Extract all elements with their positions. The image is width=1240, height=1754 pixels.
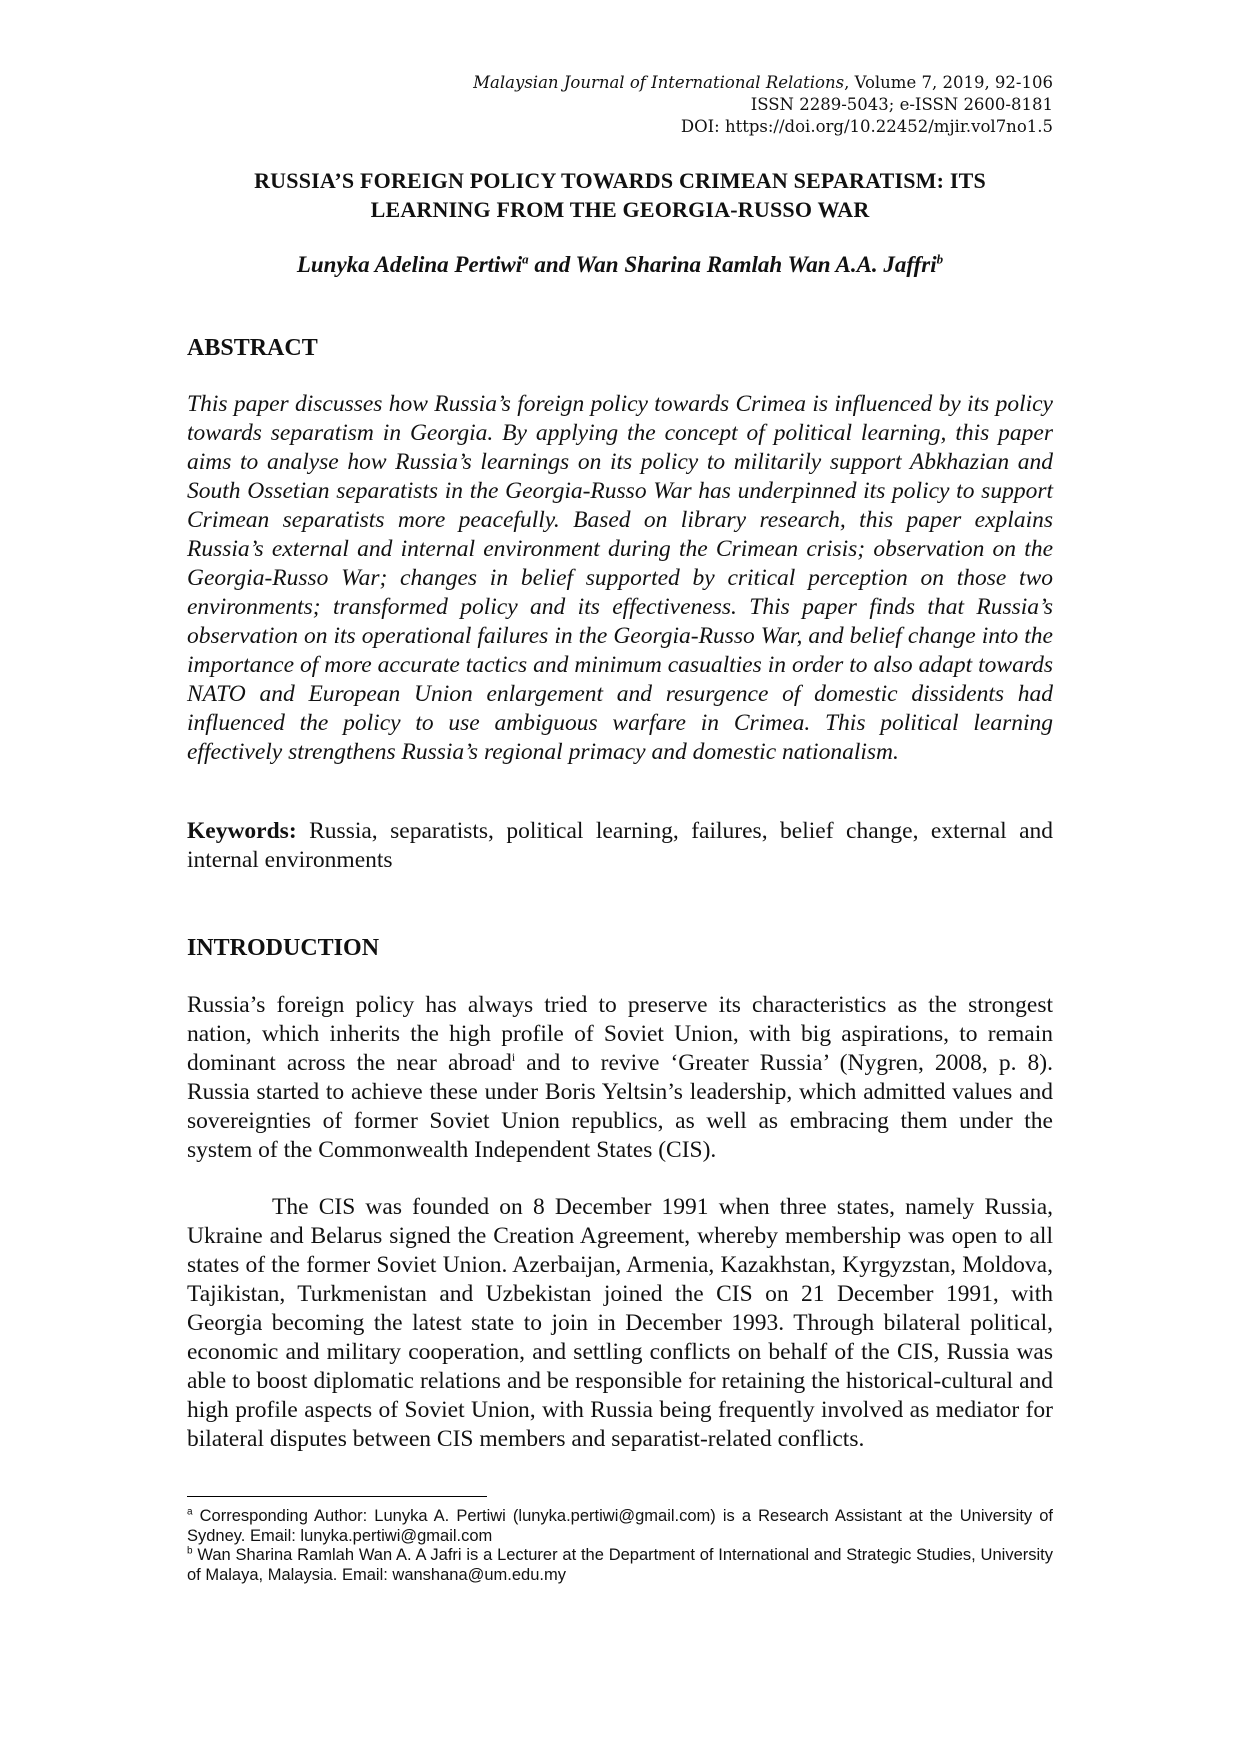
introduction-paragraph-2: The CIS was founded on 8 December 1991 when three states, namely Russia, Ukraine and Belarus signed the Creation Agreement, whereby membership was open to all states of the former Soviet Union. Azerbaijan, Armenia, Kazakhstan, Kyrgyzstan, Moldova, Tajikistan, Turkmenistan and Uzbekistan joined the CIS on 21 December 1991, with Georgia becoming the latest state to join in December 1993. Through bilateral political, economic and military cooperation, and settling conflicts on behalf of the CIS, Russia was able to boost diplomatic relations and be responsible for retaining the historical-cultural and high profile aspects of Soviet Union, with Russia being frequently involved as mediator for bilateral disputes between CIS members and separatist-related conflicts. [187, 1194, 1053, 1452]
introduction-paragraph-1 [187, 991, 1053, 1165]
journal-header [420, 72, 1053, 138]
footnote-a-mark: a [187, 1506, 193, 1518]
footnote-divider [187, 1496, 487, 1497]
introduction-heading: INTRODUCTION [187, 935, 380, 961]
footnotes [187, 1507, 1053, 1585]
endnote-marker: i [511, 1050, 516, 1065]
author-1: Lunyka Adelina Pertiwi [296, 252, 523, 277]
volume-info: , Volume 7, 2019, 92-106 [844, 73, 1053, 92]
author-list [190, 251, 1050, 279]
footnote-a-text: Corresponding Author: Lunyka A. Pertiwi (lunyka.pertiwi@gmail.com) is a Research Assistant at the University of Sydney. Email: lunyka.pertiwi@gmail.com [187, 1507, 1053, 1545]
keywords [187, 817, 1053, 875]
doi-line: DOI: https://doi.org/10.22452/mjir.vol7no1.5 [680, 117, 1053, 136]
keywords-list: Russia, separatists, political learning, failures, belief change, external and internal environments [187, 818, 1053, 873]
keywords-label: Keywords: [187, 818, 297, 844]
author-1-mark: a [522, 251, 529, 267]
paper-title [190, 166, 1050, 224]
footnote-a [187, 1507, 1053, 1546]
abstract-text: This paper discusses how Russia’s foreign policy towards Crimea is influenced by its policy towards separatism in Georgia. By applying the concept of political learning, this paper aims to analyse how Russia’s learnings on its policy to militarily support Abkhazian and South Ossetian separatists in the Georgia-Russo War has underpinned its policy to support Crimean separatists more peacefully. Based on library research, this paper explains Russia’s external and internal environment during the Crimean crisis; observation on the Georgia-Russo War; changes in belief supported by critical perception on those two environments; transformed policy and its effectiveness. This paper finds that Russia’s observation on its operational failures in the Georgia-Russo War, and belief change into the importance of more accurate tactics and minimum casualties in order to also adapt towards NATO and European Union enlargement and resurgence of domestic dissidents had influenced the policy to use ambiguous warfare in Crimea. This political learning effectively strengthens Russia’s regional primacy and domestic nationalism. [187, 391, 1053, 765]
title-line-1: RUSSIA’S FOREIGN POLICY TOWARDS CRIMEAN SEPARATISM: ITS [254, 168, 986, 193]
footnote-b [187, 1546, 1053, 1585]
journal-name: Malaysian Journal of International Relations [473, 73, 845, 92]
footnote-b-text: Wan Sharina Ramlah Wan A. A Jafri is a Lecturer at the Department of International and Strategic Studies, University of Malaya, Malaysia. Email: wanshana@um.edu.my [187, 1546, 1053, 1584]
intro-p1-part2: and to revive ‘Greater Russia’ (Nygren, 2008, p. 8). Russia started to achieve these under Boris Yeltsin’s leadership, which admitted values and sovereignties of former Soviet Union republics, as well as embracing them under the system of the Commonwealth Independent States (CIS). [187, 1050, 1054, 1163]
author-2: Wan Sharina Ramlah Wan A.A. Jaffri [575, 252, 937, 277]
abstract-heading: ABSTRACT [187, 335, 318, 361]
author-conjunction: and [528, 252, 576, 277]
intro-p1-part1: Russia’s foreign policy has always tried to preserve its characteristics as the strongest nation, which inherits the high profile of Soviet Union, with big aspirations, to remain dominant across the near abroad [187, 992, 1053, 1076]
footnote-b-mark: b [187, 1545, 193, 1557]
title-line-2: LEARNING FROM THE GEORGIA-RUSSO WAR [370, 197, 870, 222]
journal-citation-line [420, 72, 1053, 94]
issn-line: ISSN 2289-5043; e-ISSN 2600-8181 [750, 95, 1053, 114]
author-2-mark: b [936, 251, 944, 267]
